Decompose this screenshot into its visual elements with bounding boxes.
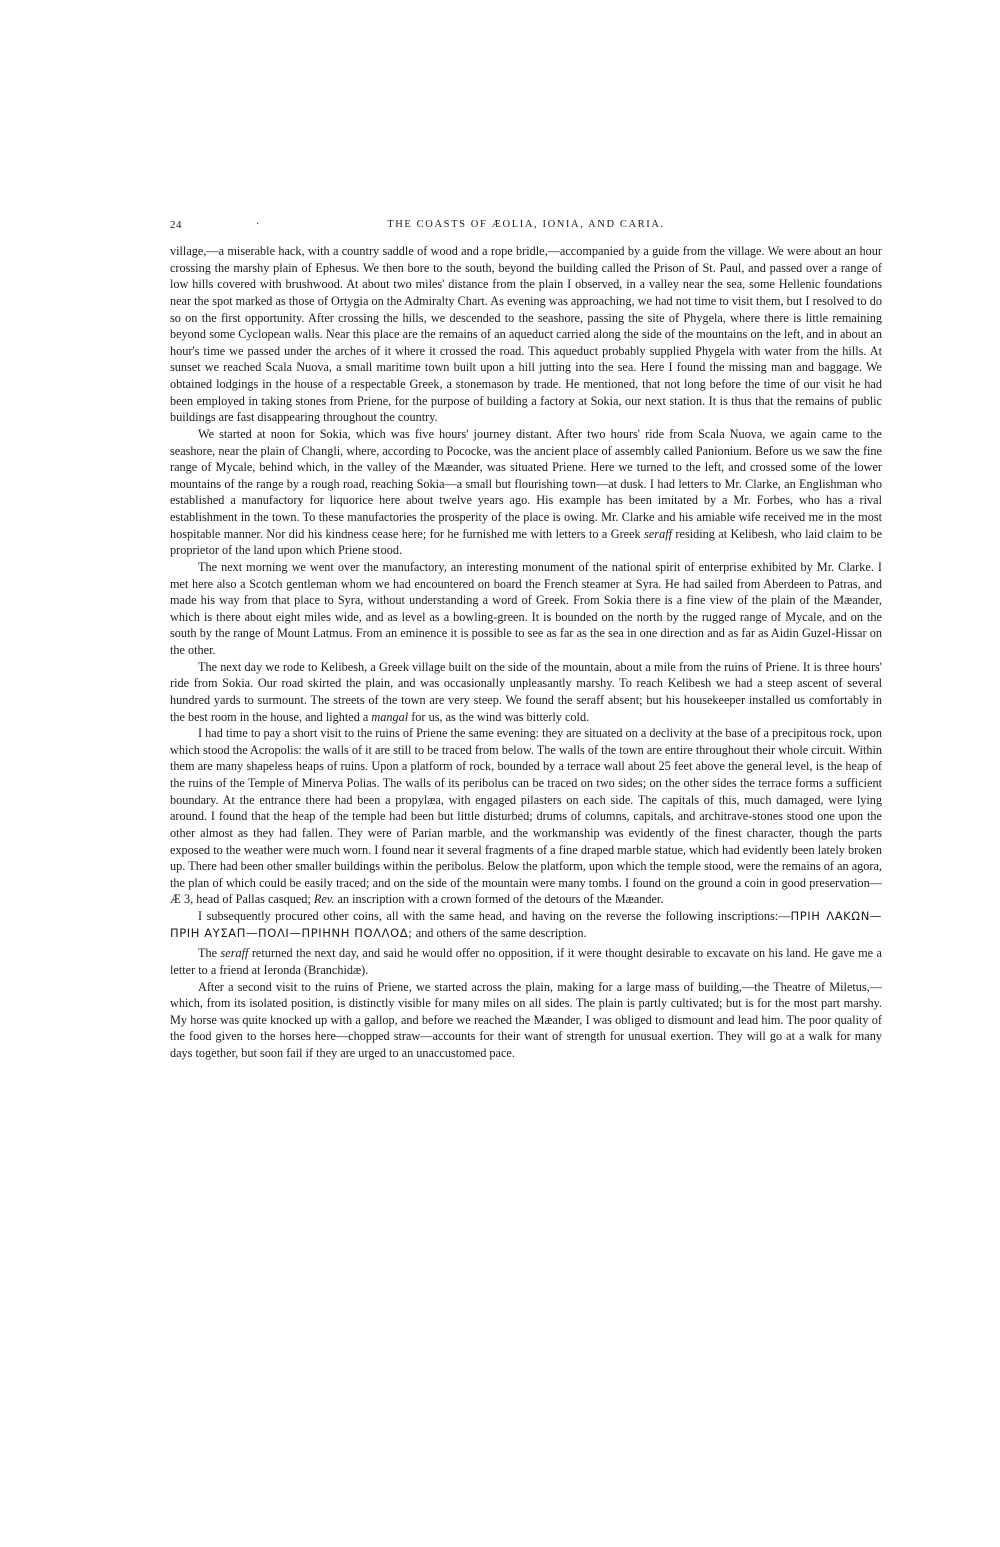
paragraph-4-italic-mangal: mangal: [371, 709, 409, 724]
header-ornament: ·: [256, 219, 260, 230]
paragraph-2: [170, 426, 882, 559]
paragraph-4-text: The next day we rode to Kelibesh, a Greek village built on the side of the mountain, about a mile from the ruins of Priene. It is three hours' ride from Sokia. Our road skirted the plain, and was occasionally unpleasantly marshy. To reach Kelibesh we had a steep ascent of several hundred yards to surmount. The streets of the town are very steep. We found the seraff absent; but his housekeeper installed us comfortably in the best room in the house, and lighted a: [170, 659, 882, 724]
paragraph-6-tail: and others of the same description.: [415, 925, 587, 940]
running-title: THE COASTS OF ÆOLIA, IONIA, AND CARIA.: [387, 219, 665, 230]
paragraph-7-italic-seraff: seraff: [220, 946, 249, 961]
book-page: [170, 215, 882, 1062]
paragraph-2-italic-seraff: seraff: [644, 526, 672, 541]
paragraph-5-tail: an inscription with a crown formed of the detours of the Mæander.: [337, 892, 664, 907]
greek-inscriptions: ΠΡΙΗ ΛΑΚΩΝ—ΠΡΙΗ ΑΥΣΑΠ—ΠΟΛΙ—ΠΡΙΗΝΗ ΠΟΛΛΟΔ;: [170, 909, 883, 940]
paragraph-5-text: I had time to pay a short visit to the ruins of Priene the same evening: they are situated on a declivity at the base of a precipitous rock, upon which stood the Acropolis: the walls of it are still to be traced from below. The walls of the town are entire throughout their whole circuit. Within them are many shapeless heaps of ruins. Upon a platform of rock, bounded by a terrace wall about 25 feet above the general level, is the heap of the ruins of the Temple of Minerva Polias. The walls of its peribolus can be traced on two sides; on the other sides the terrace forms a sufficient boundary. At the entrance there had been a propylæa, with engaged pilasters on each side. The capitals of this, much damaged, were lying around. I found that the heap of the temple had been but little disturbed; drums of columns, capitals, and architrave-stones stood one upon the other almost as they had fallen. They were of Parian marble, and the workmanship was evidently of the finest character, though the parts exposed to the weather were much worn. I found near it several fragments of a fine draped marble statue, which had evidently been lately broken up. There had been other smaller buildings within the peribolus. Below the platform, upon which the temple stood, were the remains of an agora, the plan of which could be easily traced; and on the side of the mountain were many tombs. I found on the ground a coin in good preservation—Æ 3, head of Pallas casqued;: [170, 726, 882, 907]
page-number: 24: [170, 219, 182, 231]
paragraph-5: [170, 725, 882, 908]
paragraph-4: [170, 659, 882, 726]
paragraph-2-tail: residing at Kelibesh, who laid claim to be proprietor of the land upon which Priene stood.: [170, 526, 883, 558]
paragraph-6: [170, 908, 882, 941]
body-text: [170, 243, 882, 1062]
paragraph-7-tail: returned the next day, and said he would offer no opposition, if it were thought desirable to excavate on his land. He gave me a letter to a friend at Ieronda (Branchidæ).: [170, 946, 882, 977]
paragraph-3: The next morning we went over the manufactory, an interesting monument of the national spirit of enterprise exhibited by Mr. Clarke. I met here also a Scotch gentleman whom we had encountered on board the French steamer at Syra. He had sailed from Aberdeen to Patras, and made his way from that place to Syra, without understanding a word of Greek. From Sokia there is a fine view of the plain of the Mæander, which is there about eight miles wide, and as level as a bowling-green. It is bounded on the north by the rugged range of Mycale, and on the south by the range of Mount Latmus. From an eminence it is possible to see as far as the sea in one direction and as far as Aidin Guzel-Hissar on the other.: [170, 559, 882, 657]
paragraph-4-tail: for us, as the wind was bitterly cold.: [411, 709, 590, 724]
running-head: [170, 215, 882, 237]
paragraph-7-lead: The: [198, 946, 218, 961]
paragraph-6-text: I subsequently procured other coins, all with the same head, and having on the reverse the following inscriptions:—: [198, 909, 791, 923]
paragraph-7: [170, 945, 882, 978]
paragraph-5-italic-rev: Rev.: [313, 892, 335, 907]
paragraph-8: After a second visit to the ruins of Priene, we started across the plain, making for a large mass of building,—the Theatre of Miletus,—which, from its isolated position, is distinctly visible for many miles on all sides. The plain is partly cultivated; but is for the most part marshy. My horse was quite knocked up with a gallop, and before we reached the Mæander, I was obliged to dismount and lead him. The poor quality of the food given to the horses here—chopped straw—accounts for their want of strength for unusual exertion. They will go at a walk for many days together, but soon fail if they are urged to an unaccustomed pace.: [170, 979, 882, 1060]
paragraph-2-text: We started at noon for Sokia, which was five hours' journey distant. After two hours' ride from Scala Nuova, we again came to the seashore, near the plain of Changli, where, according to Pococke, was the ancient place of assembly called Panionium. Before us we saw the fine range of Mycale, behind which, in the valley of the Mæander, was situated Priene. Here we turned to the left, and crossed some of the lower mountains of the range by a rough road, reaching Sokia—a small but flourishing town—at dusk. I had letters to Mr. Clarke, an Englishman who established a manufactory for liquorice here about twelve years ago. His example has been imitated by a Mr. Forbes, who has a rival establishment in the town. To these manufactories the prosperity of the place is owing. Mr. Clarke and his amiable wife received me in the most hospitable manner. Nor did his kindness cease here; for he furnished me with letters to a Greek: [170, 426, 882, 541]
paragraph-1: village,—a miserable hack, with a country saddle of wood and a rope bridle,—accompanied by a guide from the village. We were about an hour crossing the marshy plain of Ephesus. We then bore to the south, beyond the building called the Prison of St. Paul, and passed over a range of low hills covered with brushwood. At about two miles' distance from the plain I observed, in a valley near the sea, some Hellenic foundations near the spot marked as those of Ortygia on the Admiralty Chart. As evening was approaching, we had not time to visit them, but I resolved to do so on the first opportunity. After crossing the hills, we descended to the seashore, passing the site of Phygela, where there is little remaining beyond some Cyclopean walls. Near this place are the remains of an aqueduct carried along the side of the mountains on the left, and in about an hour's time we passed under the arches of it where it crossed the road. This aqueduct probably supplied Phygela with water from the hills. At sunset we reached Scala Nuova, a small maritime town built upon a hill jutting into the sea. Here I found the missing man and baggage. We obtained lodgings in the house of a respectable Greek, a stonemason by trade. He mentioned, that not long before the time of our visit he had been employed in taking stones from Priene, for the purpose of building a factory at Sokia, our next station. It is thus that the remains of public buildings are fast disappearing throughout the country.: [170, 244, 882, 425]
